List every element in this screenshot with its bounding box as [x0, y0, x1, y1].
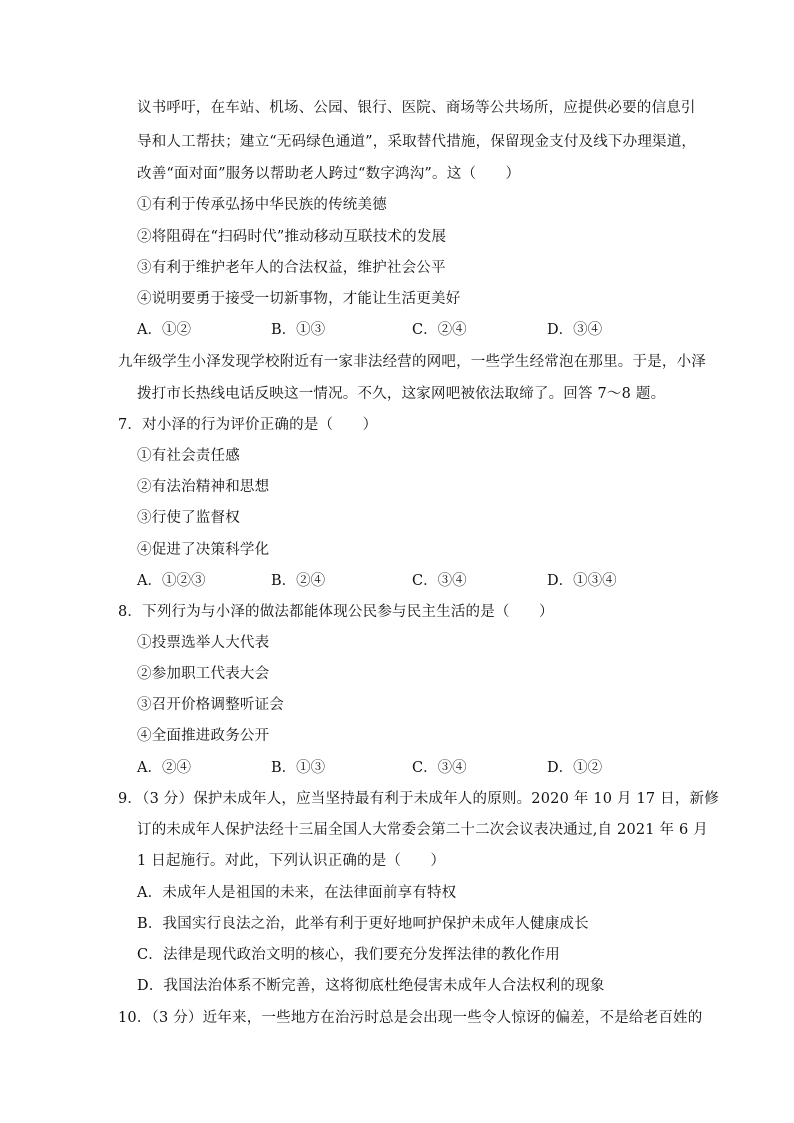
q9-option-a: A．未成年人是祖国的未来，在法律面前享有特权 [137, 885, 457, 901]
q6-choice-b: B．①③ [271, 322, 326, 338]
q7-choice-b: B．②④ [271, 573, 326, 589]
q8-item-2: ②参加职工代表大会 [137, 666, 270, 682]
q7-choices [137, 571, 637, 591]
q6-choice-a: A．①② [137, 322, 191, 338]
q7-choice-c: C．③④ [412, 573, 467, 589]
material-line-2: 拨打市长热线电话反映这一情况。不久，这家网吧被依法取缔了。回答 7～8 题。 [137, 386, 666, 402]
q9-stem-line-1: 9．（3 分）保护未成年人，应当坚持最有利于未成年人的原则。2020 年 10 月 17 日，新修 [118, 791, 719, 807]
q6-item-4: ④说明要勇于接受一切新事物，才能让生活更美好 [137, 291, 461, 307]
material-line-1: 九年级学生小泽发现学校附近有一家非法经营的网吧，一些学生经常泡在那里。于是，小泽 [118, 354, 706, 370]
q6-choice-d: D．③④ [547, 322, 603, 338]
q9-option-c: C．法律是现代政治文明的核心，我们要充分发挥法律的教化作用 [137, 947, 560, 963]
q6-item-3: ③有利于维护老年人的合法权益，维护社会公平 [137, 260, 446, 276]
q7-choice-a: A．①②③ [137, 573, 206, 589]
q9-option-b: B．我国实行良法之治，此举有利于更好地呵护保护未成年人健康成长 [137, 916, 589, 932]
q7-item-1: ①有社会责任感 [137, 448, 240, 464]
q6-stem-line-1: 议书呼吁，在车站、机场、公园、银行、医院、商场等公共场所，应提供必要的信息引 [137, 100, 696, 116]
q7-item-4: ④促进了决策科学化 [137, 542, 270, 558]
q7-item-3: ③行使了监督权 [137, 510, 240, 526]
q8-item-4: ④全面推进政务公开 [137, 728, 270, 744]
q9-option-d: D．我国法治体系不断完善，这将彻底杜绝侵害未成年人合法权利的现象 [137, 978, 605, 994]
q8-choice-d: D．①② [547, 760, 603, 776]
q8-stem: 8．下列行为与小泽的做法都能体现公民参与民主生活的是（ ） [118, 604, 554, 620]
q7-item-2: ②有法治精神和思想 [137, 479, 270, 495]
q7-stem: 7．对小泽的行为评价正确的是（ ） [118, 417, 378, 433]
q8-choice-b: B．①③ [271, 760, 326, 776]
q8-choice-c: C．③④ [412, 760, 467, 776]
q7-choice-d: D．①③④ [547, 573, 617, 589]
q9-stem-line-2: 订的未成年人保护法经十三届全国人大常委会第二十二次会议表决通过,自 2021 年 6 月 [137, 822, 708, 838]
q6-item-2: ②将阻碍在“扫码时代”推动移动互联技术的发展 [137, 229, 447, 245]
q8-choices [137, 758, 637, 778]
q6-choices [137, 320, 637, 340]
q8-item-3: ③召开价格调整听证会 [137, 697, 284, 713]
q6-choice-c: C．②④ [412, 322, 467, 338]
q6-stem-line-2: 导和人工帮扶；建立“无码绿色通道”，采取替代措施，保留现金支付及线下办理渠道， [137, 134, 697, 150]
q9-stem-line-3: 1 日起施行。对此，下列认识正确的是（ ） [137, 853, 446, 869]
q8-item-1: ①投票选举人大代表 [137, 635, 270, 651]
q10-stem-line-1: 10．（3 分）近年来，一些地方在治污时总是会出现一些令人惊讶的偏差，不是给老百姓的 [118, 1010, 703, 1026]
q6-item-1: ①有利于传承弘扬中华民族的传统美德 [137, 197, 387, 213]
q8-choice-a: A．②④ [137, 760, 191, 776]
q6-stem-line-3: 改善“面对面”服务以帮助老人跨过“数字鸿沟”。这（ ） [137, 166, 521, 182]
